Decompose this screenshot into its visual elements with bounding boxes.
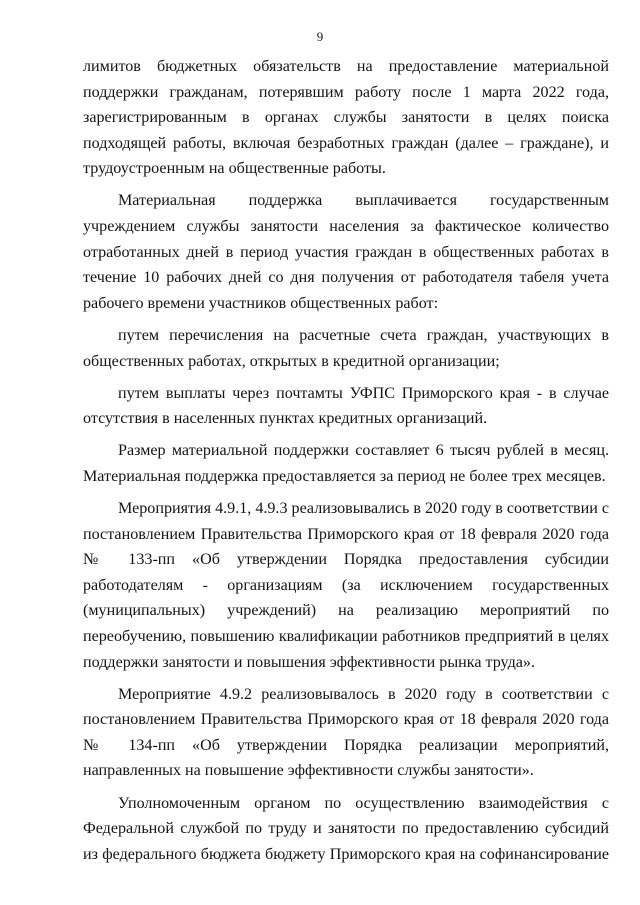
paragraph-bank-transfer: путем перечисления на расчетные счета граждан, участвующих в общественных работах, открытых в кредитной организации;: [83, 326, 609, 370]
paragraph-support-amount: Размер материальной поддержки составляет 6 тысяч рублей в месяц. Материальная поддержка предоставляется за период не более трех месяцев.: [83, 442, 609, 485]
paragraph-authorized-body: Уполномоченным органом по осуществлению взаимодействия с Федеральной службой по труду и занятости по предоставлению субсидий из федерального бюджета бюджету Приморского края на софинансирование: [83, 794, 609, 863]
paragraph-material-support-payment: Материальная поддержка выплачивается государственным учреждением службы занятости населения за фактическое количество отработанных дней в период участия граждан в общественных работах в течение 10 рабочих дней со дня получения от работодателя табеля учета рабочего времени участников общественных работ:: [83, 192, 609, 312]
paragraph-continuation: лимитов бюджетных обязательств на предоставление материальной поддержки гражданам, потерявшим работу после 1 марта 2022 года, зарегистрированным в органах службы занятости в целях поиска подходящей работы, включая безработных граждан (далее – граждане), и трудоустроенным на общественные работы.: [83, 58, 609, 178]
paragraph-post-office: путем выплаты через почтамты УФПС Приморского края - в случае отсутствия в населенных пунктах кредитных организаций.: [83, 384, 609, 428]
document-body: [83, 54, 609, 867]
paragraph-measures-4-9-1-4-9-3: Мероприятия 4.9.1, 4.9.3 реализовывались в 2020 году в соответствии с постановлением Правительства Приморского края от 18 февраля 2020 года № 133-пп «Об утверждении Порядка предоставления субсидии работодателям - организациям (за исключением государственных (муниципальных) учреждений) на реализацию мероприятий по переобучению, повышению квалификации работников предприятий в целях поддержки занятости и повышения эффективности рынка труда».: [83, 500, 609, 671]
paragraph-measure-4-9-2: Мероприятие 4.9.2 реализовывалось в 2020 году в соответствии с постановлением Правительства Приморского края от 18 февраля 2020 года № 134-пп «Об утверждении Порядка реализации мероприятий, направленных на повышение эффективности службы занятости».: [83, 685, 609, 780]
page-number: 9: [316, 29, 324, 44]
